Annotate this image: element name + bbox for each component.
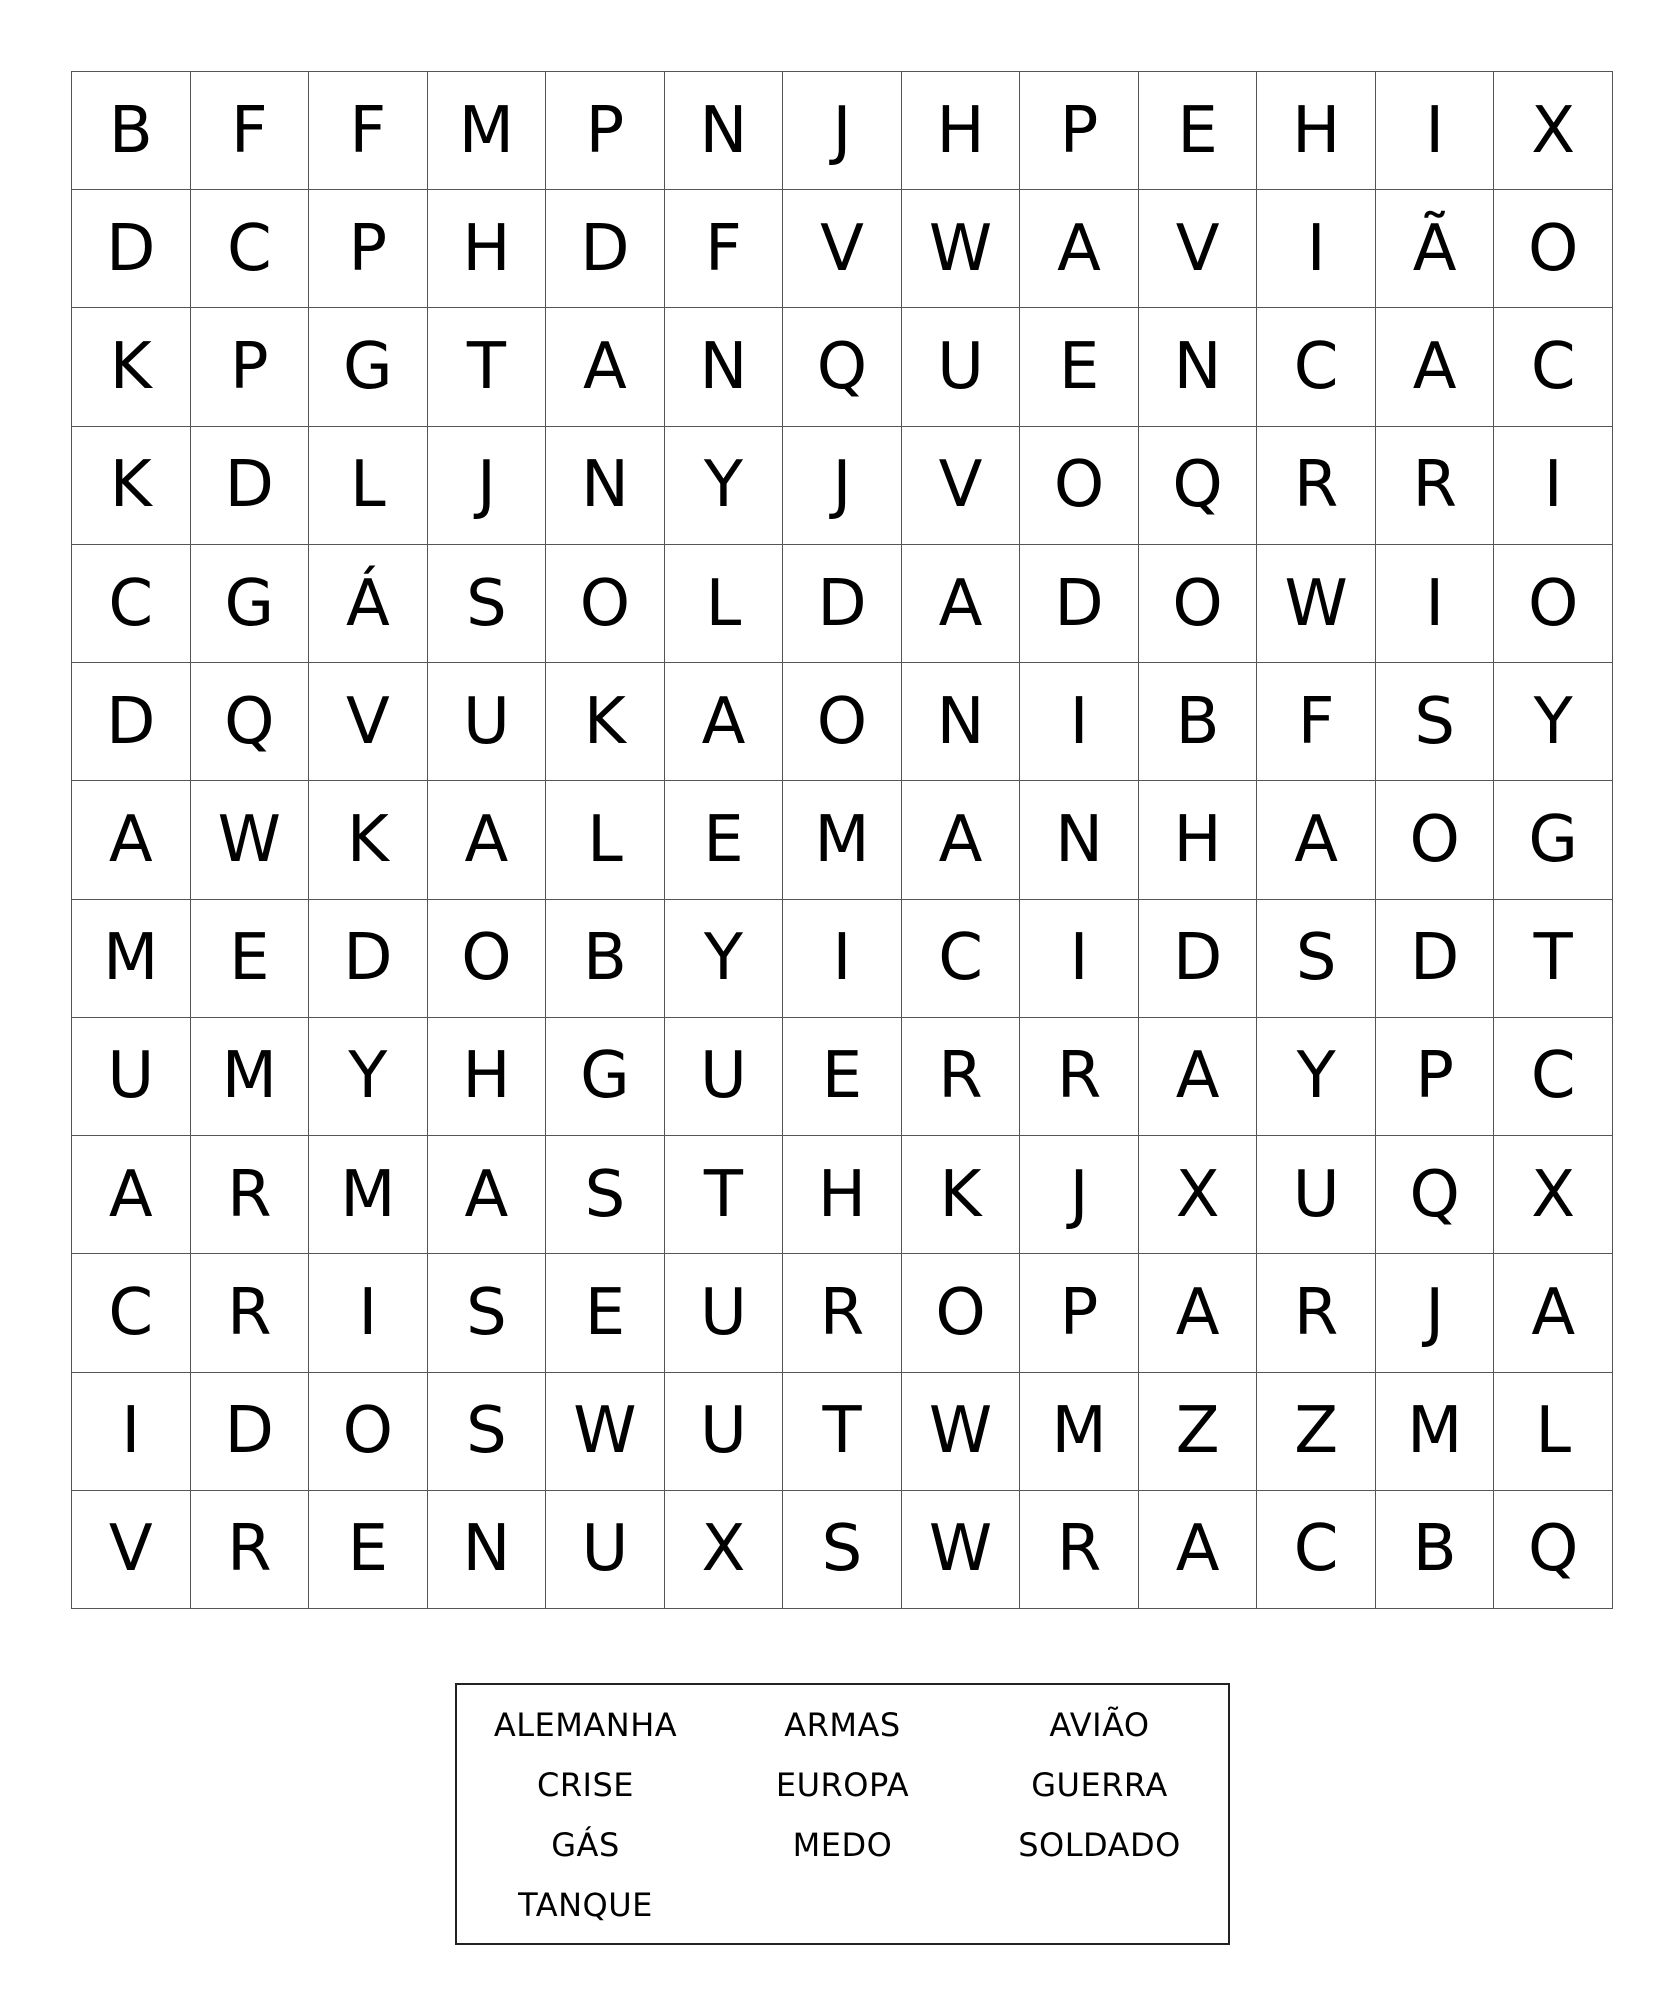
grid-cell[interactable]: U	[428, 663, 547, 781]
grid-cell[interactable]: K	[72, 427, 191, 545]
grid-cell[interactable]: C	[1257, 308, 1376, 426]
grid-cell[interactable]: W	[902, 1373, 1021, 1491]
grid-cell[interactable]: R	[191, 1491, 310, 1609]
grid-cell[interactable]: F	[1257, 663, 1376, 781]
grid-cell[interactable]: P	[546, 72, 665, 190]
grid-cell[interactable]: I	[72, 1373, 191, 1491]
grid-cell[interactable]: N	[665, 72, 784, 190]
grid-cell[interactable]: A	[1257, 781, 1376, 899]
grid-cell[interactable]: W	[191, 781, 310, 899]
grid-cell[interactable]: H	[1139, 781, 1258, 899]
grid-cell[interactable]: G	[1494, 781, 1613, 899]
grid-cell[interactable]: J	[783, 72, 902, 190]
grid-cell[interactable]: K	[72, 308, 191, 426]
word-bank-item: SOLDADO	[1018, 1826, 1181, 1864]
grid-cell[interactable]: T	[428, 308, 547, 426]
grid-cell[interactable]: C	[72, 545, 191, 663]
grid-cell[interactable]: B	[546, 900, 665, 1018]
grid-cell[interactable]: I	[1020, 663, 1139, 781]
grid-cell[interactable]: O	[1139, 545, 1258, 663]
grid-cell[interactable]: R	[783, 1254, 902, 1372]
grid-cell[interactable]: B	[1376, 1491, 1495, 1609]
grid-cell[interactable]: F	[191, 72, 310, 190]
grid-cell[interactable]: F	[665, 190, 784, 308]
grid-cell[interactable]: D	[1376, 900, 1495, 1018]
grid-cell[interactable]: S	[428, 1373, 547, 1491]
grid-cell[interactable]: U	[665, 1254, 784, 1372]
grid-cell[interactable]: I	[309, 1254, 428, 1372]
grid-cell[interactable]: A	[665, 663, 784, 781]
grid-cell[interactable]: P	[1020, 72, 1139, 190]
grid-cell[interactable]: A	[72, 1136, 191, 1254]
grid-cell[interactable]: Y	[665, 427, 784, 545]
grid-cell[interactable]: U	[665, 1373, 784, 1491]
grid-cell[interactable]: L	[1494, 1373, 1613, 1491]
grid-cell[interactable]: N	[546, 427, 665, 545]
grid-cell[interactable]: I	[1376, 545, 1495, 663]
grid-cell[interactable]: M	[191, 1018, 310, 1136]
grid-cell[interactable]: E	[309, 1491, 428, 1609]
grid-cell[interactable]: D	[546, 190, 665, 308]
grid-cell[interactable]: W	[902, 190, 1021, 308]
grid-cell[interactable]: R	[1020, 1491, 1139, 1609]
grid-cell[interactable]: V	[72, 1491, 191, 1609]
grid-cell[interactable]: E	[191, 900, 310, 1018]
grid-cell[interactable]: P	[309, 190, 428, 308]
word-bank-item: MEDO	[792, 1826, 893, 1864]
grid-cell[interactable]: A	[1139, 1018, 1258, 1136]
grid-cell[interactable]: M	[309, 1136, 428, 1254]
word-bank-item: GÁS	[551, 1826, 620, 1864]
grid-cell[interactable]: I	[1020, 900, 1139, 1018]
grid-cell[interactable]: D	[191, 427, 310, 545]
grid-cell[interactable]: B	[1139, 663, 1258, 781]
word-bank-item: TANQUE	[518, 1886, 653, 1924]
grid-cell[interactable]: L	[546, 781, 665, 899]
grid-cell[interactable]: C	[72, 1254, 191, 1372]
grid-cell[interactable]: U	[902, 308, 1021, 426]
grid-cell[interactable]: P	[191, 308, 310, 426]
grid-cell[interactable]: M	[428, 72, 547, 190]
grid-cell[interactable]: I	[1376, 72, 1495, 190]
grid-cell[interactable]: I	[1494, 427, 1613, 545]
grid-cell[interactable]: O	[1494, 545, 1613, 663]
grid-cell[interactable]: C	[1494, 1018, 1613, 1136]
grid-cell[interactable]: Z	[1139, 1373, 1258, 1491]
grid-cell[interactable]: Q	[783, 308, 902, 426]
grid-cell[interactable]: K	[546, 663, 665, 781]
grid-cell[interactable]: S	[428, 545, 547, 663]
grid-cell[interactable]: A	[546, 308, 665, 426]
grid-cell[interactable]: R	[1020, 1018, 1139, 1136]
grid-cell[interactable]: E	[546, 1254, 665, 1372]
grid-cell[interactable]: A	[428, 781, 547, 899]
grid-cell[interactable]: M	[1376, 1373, 1495, 1491]
word-bank-item: ARMAS	[784, 1706, 901, 1744]
grid-cell[interactable]: E	[1139, 72, 1258, 190]
grid-cell[interactable]: Y	[1494, 663, 1613, 781]
grid-cell[interactable]: X	[1494, 72, 1613, 190]
grid-cell[interactable]: J	[1020, 1136, 1139, 1254]
grid-cell[interactable]: A	[902, 781, 1021, 899]
grid-cell[interactable]: Q	[1376, 1136, 1495, 1254]
grid-cell[interactable]: R	[902, 1018, 1021, 1136]
grid-cell[interactable]: A	[1494, 1254, 1613, 1372]
grid-cell[interactable]: N	[902, 663, 1021, 781]
grid-cell[interactable]: W	[546, 1373, 665, 1491]
grid-cell[interactable]: O	[1376, 781, 1495, 899]
grid-cell[interactable]: E	[1020, 308, 1139, 426]
grid-cell[interactable]: X	[1139, 1136, 1258, 1254]
grid-cell[interactable]: D	[1139, 900, 1258, 1018]
grid-cell[interactable]: W	[1257, 545, 1376, 663]
grid-cell[interactable]: S	[1376, 663, 1495, 781]
grid-cell[interactable]: S	[783, 1491, 902, 1609]
grid-cell[interactable]: O	[428, 900, 547, 1018]
grid-cell[interactable]: Y	[309, 1018, 428, 1136]
grid-cell[interactable]: H	[428, 1018, 547, 1136]
word-bank-item: EUROPA	[775, 1766, 910, 1804]
grid-cell[interactable]: Y	[665, 900, 784, 1018]
grid-cell[interactable]: M	[783, 781, 902, 899]
grid-cell[interactable]: H	[428, 190, 547, 308]
grid-cell[interactable]: Á	[309, 545, 428, 663]
grid-cell[interactable]: R	[1376, 427, 1495, 545]
grid-cell[interactable]: X	[665, 1491, 784, 1609]
grid-cell[interactable]: V	[1139, 190, 1258, 308]
grid-cell[interactable]: N	[1020, 781, 1139, 899]
grid-cell[interactable]: I	[1257, 190, 1376, 308]
grid-cell[interactable]: G	[546, 1018, 665, 1136]
grid-cell[interactable]: D	[72, 190, 191, 308]
word-bank-item: AVIÃO	[1049, 1706, 1150, 1744]
grid-cell[interactable]: M	[72, 900, 191, 1018]
grid-cell[interactable]: S	[428, 1254, 547, 1372]
grid-cell[interactable]: G	[191, 545, 310, 663]
grid-cell[interactable]: A	[1139, 1254, 1258, 1372]
grid-cell[interactable]: V	[902, 427, 1021, 545]
grid-cell[interactable]: H	[1257, 72, 1376, 190]
grid-cell[interactable]: X	[1494, 1136, 1613, 1254]
grid-cell[interactable]: K	[309, 781, 428, 899]
grid-cell[interactable]: F	[309, 72, 428, 190]
grid-cell[interactable]: S	[1257, 900, 1376, 1018]
grid-cell[interactable]: J	[428, 427, 547, 545]
grid-cell[interactable]: L	[309, 427, 428, 545]
grid-cell[interactable]: C	[191, 190, 310, 308]
grid-cell[interactable]: D	[191, 1373, 310, 1491]
grid-cell[interactable]: E	[783, 1018, 902, 1136]
grid-cell[interactable]: S	[546, 1136, 665, 1254]
grid-cell[interactable]: J	[1376, 1254, 1495, 1372]
grid-cell[interactable]: Ã	[1376, 190, 1495, 308]
word-bank-item: CRISE	[536, 1766, 635, 1804]
grid-cell[interactable]: B	[72, 72, 191, 190]
grid-cell[interactable]: E	[665, 781, 784, 899]
grid-cell[interactable]: O	[309, 1373, 428, 1491]
grid-cell[interactable]: A	[1376, 308, 1495, 426]
grid-cell[interactable]: T	[1494, 900, 1613, 1018]
grid-cell[interactable]: J	[783, 427, 902, 545]
grid-cell[interactable]: R	[191, 1136, 310, 1254]
grid-cell[interactable]: V	[783, 190, 902, 308]
grid-cell[interactable]: H	[783, 1136, 902, 1254]
grid-cell[interactable]: Q	[191, 663, 310, 781]
grid-cell[interactable]: Z	[1257, 1373, 1376, 1491]
grid-cell[interactable]: O	[902, 1254, 1021, 1372]
grid-cell[interactable]: Y	[1257, 1018, 1376, 1136]
grid-cell[interactable]: A	[72, 781, 191, 899]
grid-cell[interactable]: D	[1020, 545, 1139, 663]
grid-cell[interactable]: P	[1376, 1018, 1495, 1136]
grid-cell[interactable]: C	[902, 900, 1021, 1018]
grid-cell[interactable]: O	[546, 545, 665, 663]
grid-cell[interactable]: U	[665, 1018, 784, 1136]
grid-cell[interactable]: T	[665, 1136, 784, 1254]
grid-cell[interactable]: N	[1139, 308, 1258, 426]
grid-cell[interactable]: N	[428, 1491, 547, 1609]
grid-cell[interactable]: P	[1020, 1254, 1139, 1372]
grid-cell[interactable]: A	[428, 1136, 547, 1254]
grid-cell[interactable]: U	[72, 1018, 191, 1136]
grid-cell[interactable]: N	[665, 308, 784, 426]
grid-cell[interactable]: C	[1494, 308, 1613, 426]
grid-cell[interactable]: L	[665, 545, 784, 663]
grid-cell[interactable]: D	[309, 900, 428, 1018]
word-search-grid	[71, 71, 1613, 1609]
grid-cell[interactable]: M	[1020, 1373, 1139, 1491]
grid-cell[interactable]: U	[1257, 1136, 1376, 1254]
grid-cell[interactable]: G	[309, 308, 428, 426]
grid-cell[interactable]: D	[72, 663, 191, 781]
grid-cell[interactable]: Q	[1494, 1491, 1613, 1609]
grid-cell[interactable]: A	[1020, 190, 1139, 308]
grid-cell[interactable]: K	[902, 1136, 1021, 1254]
grid-cell[interactable]: C	[1257, 1491, 1376, 1609]
word-bank-item: ALEMANHA	[493, 1706, 678, 1744]
word-bank-item: GUERRA	[1031, 1766, 1168, 1804]
grid-cell[interactable]: R	[1257, 1254, 1376, 1372]
grid-cell[interactable]: W	[902, 1491, 1021, 1609]
grid-cell[interactable]: R	[1257, 427, 1376, 545]
grid-cell[interactable]: D	[783, 545, 902, 663]
grid-cell[interactable]: O	[783, 663, 902, 781]
grid-cell[interactable]: R	[191, 1254, 310, 1372]
grid-cell[interactable]: O	[1494, 190, 1613, 308]
grid-cell[interactable]: I	[783, 900, 902, 1018]
grid-cell[interactable]: O	[1020, 427, 1139, 545]
grid-cell[interactable]: V	[309, 663, 428, 781]
grid-cell[interactable]: U	[546, 1491, 665, 1609]
word-bank	[455, 1683, 1230, 1945]
grid-cell[interactable]: H	[902, 72, 1021, 190]
grid-cell[interactable]: A	[1139, 1491, 1258, 1609]
grid-cell[interactable]: T	[783, 1373, 902, 1491]
grid-cell[interactable]: A	[902, 545, 1021, 663]
grid-cell[interactable]: Q	[1139, 427, 1258, 545]
